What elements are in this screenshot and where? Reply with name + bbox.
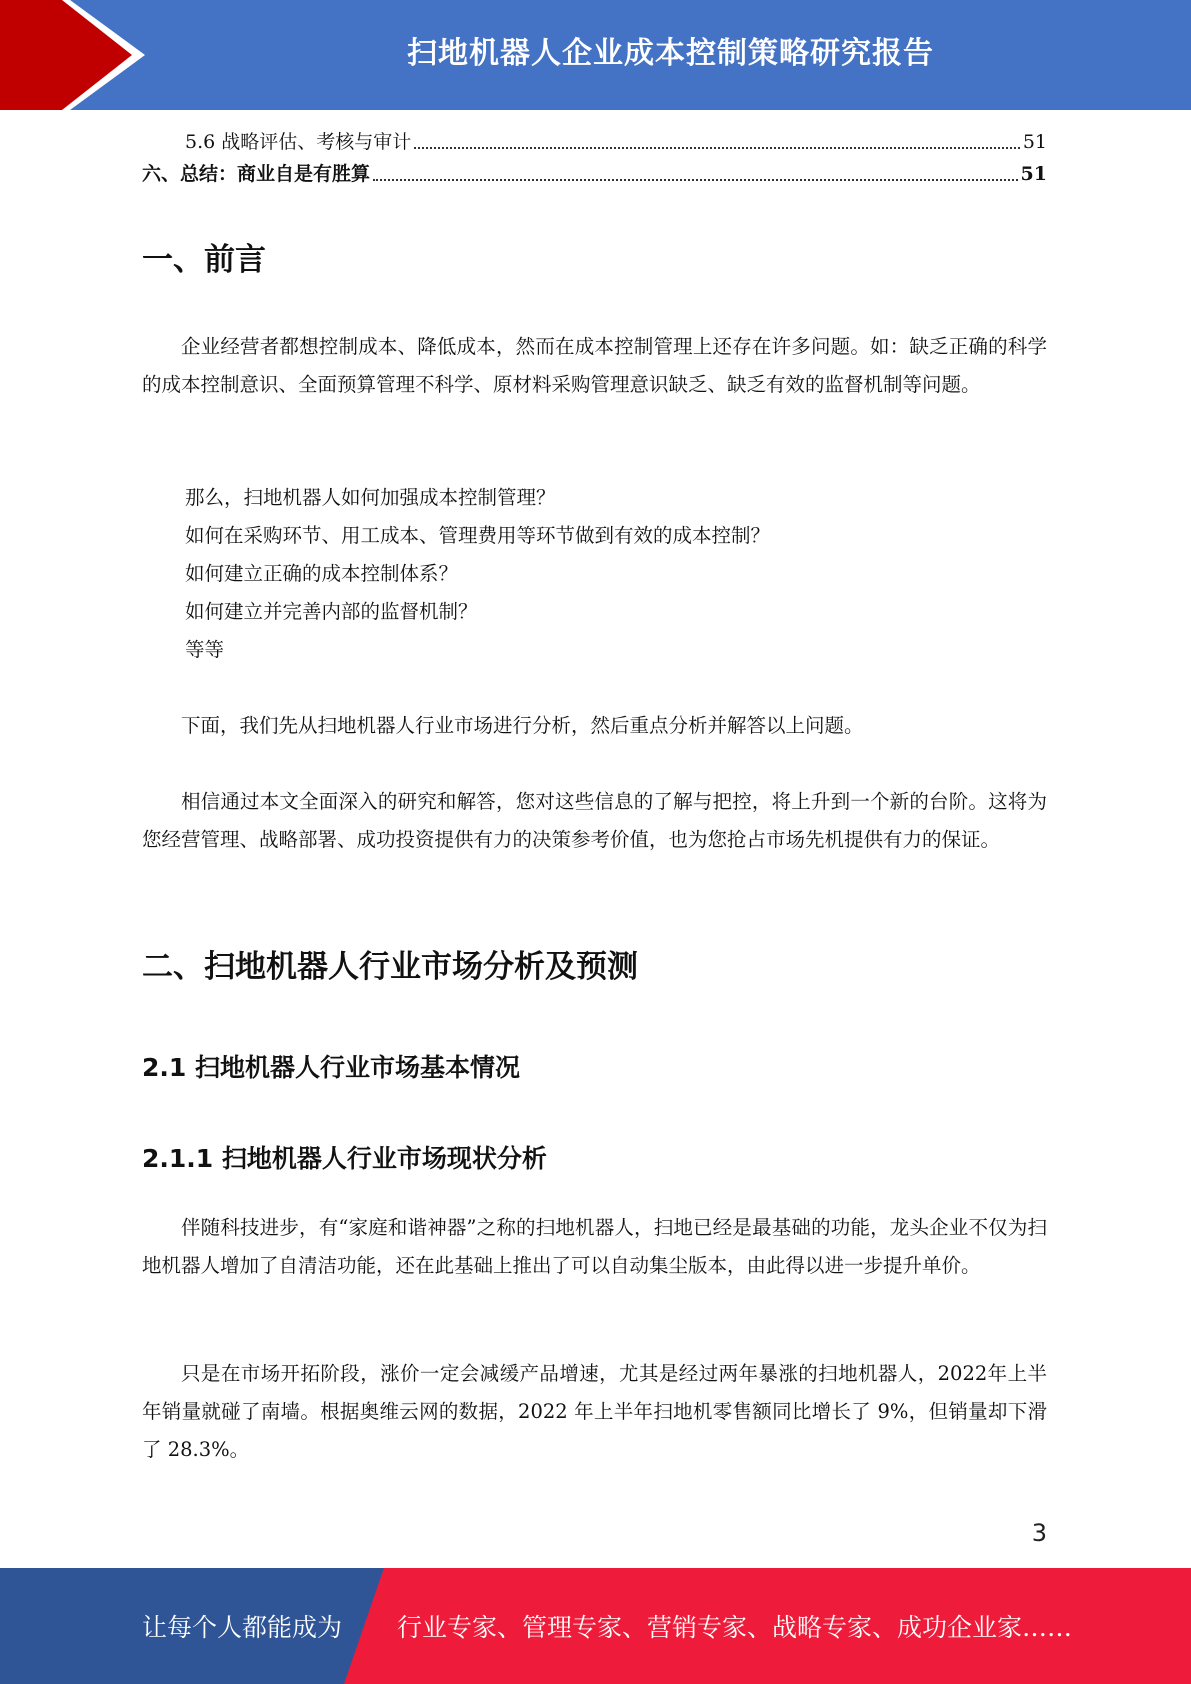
- question-line: 如何建立并完善内部的监督机制？: [185, 600, 478, 623]
- paragraph: 下面，我们先从扫地机器人行业市场进行分析，然后重点分析并解答以上问题。: [181, 714, 864, 737]
- question-line: 如何在采购环节、用工成本、管理费用等环节做到有效的成本控制？: [185, 524, 771, 547]
- toc-entry[interactable]: [185, 128, 1047, 156]
- toc-leader-dots: [414, 146, 1020, 149]
- paragraph: 只是在市场开拓阶段，涨价一定会减缓产品增速，尤其是经过两年暴涨的扫地机器人，2022年上半年销量就碰了南墙。根据奥维云网的数据，2022 年上半年扫地机零售额同比增长了 9%，但销量却下滑了 28.3%。: [142, 1362, 1047, 1461]
- question-line: 如何建立正确的成本控制体系？: [185, 562, 459, 585]
- toc-entry-page: 51: [1022, 131, 1047, 153]
- question-line: 等等: [185, 638, 225, 661]
- report-title: 扫地机器人企业成本控制策略研究报告: [407, 36, 934, 71]
- footer-banner: [0, 1568, 1191, 1684]
- subsection-heading: 2.1 扫地机器人行业市场基本情况: [142, 1053, 520, 1082]
- footer-slogan-right: 行业专家、管理专家、营销专家、战略专家、成功企业家……: [397, 1613, 1073, 1642]
- footer-slogan-left: 让每个人都能成为: [142, 1613, 343, 1642]
- page-number: 3: [1031, 1519, 1047, 1547]
- toc-entry[interactable]: [142, 160, 1047, 188]
- toc-entry-page: 51: [1020, 163, 1047, 185]
- question-line: 那么，扫地机器人如何加强成本控制管理？: [185, 486, 556, 509]
- paragraph: 伴随科技进步，有“家庭和谐神器”之称的扫地机器人，扫地已经是最基础的功能，龙头企业不仅为扫地机器人增加了自清洁功能，还在此基础上推出了可以自动集尘版本，由此得以进一步提升单价。: [142, 1216, 1047, 1277]
- toc-leader-dots: [373, 178, 1018, 181]
- section-heading-market-analysis: 二、扫地机器人行业市场分析及预测: [142, 949, 638, 985]
- toc-entry-label: 六、总结：商业自是有胜算: [142, 163, 371, 185]
- subsection-heading: 2.1.1 扫地机器人行业市场现状分析: [142, 1144, 547, 1173]
- section-heading-preface: 一、前言: [142, 242, 266, 278]
- paragraph: 企业经营者都想控制成本、降低成本，然而在成本控制管理上还存在许多问题。如：缺乏正确的科学的成本控制意识、全面预算管理不科学、原材料采购管理意识缺乏、缺乏有效的监督机制等问题。: [142, 335, 1047, 396]
- header-arrow-logo: [0, 0, 150, 110]
- header-banner: [0, 0, 1191, 110]
- toc-entry-label: 5.6 战略评估、考核与审计: [185, 131, 412, 153]
- paragraph: 相信通过本文全面深入的研究和解答，您对这些信息的了解与把控，将上升到一个新的台阶。这将为您经营管理、战略部署、成功投资提供有力的决策参考价值，也为您抢占市场先机提供有力的保证。: [142, 790, 1047, 851]
